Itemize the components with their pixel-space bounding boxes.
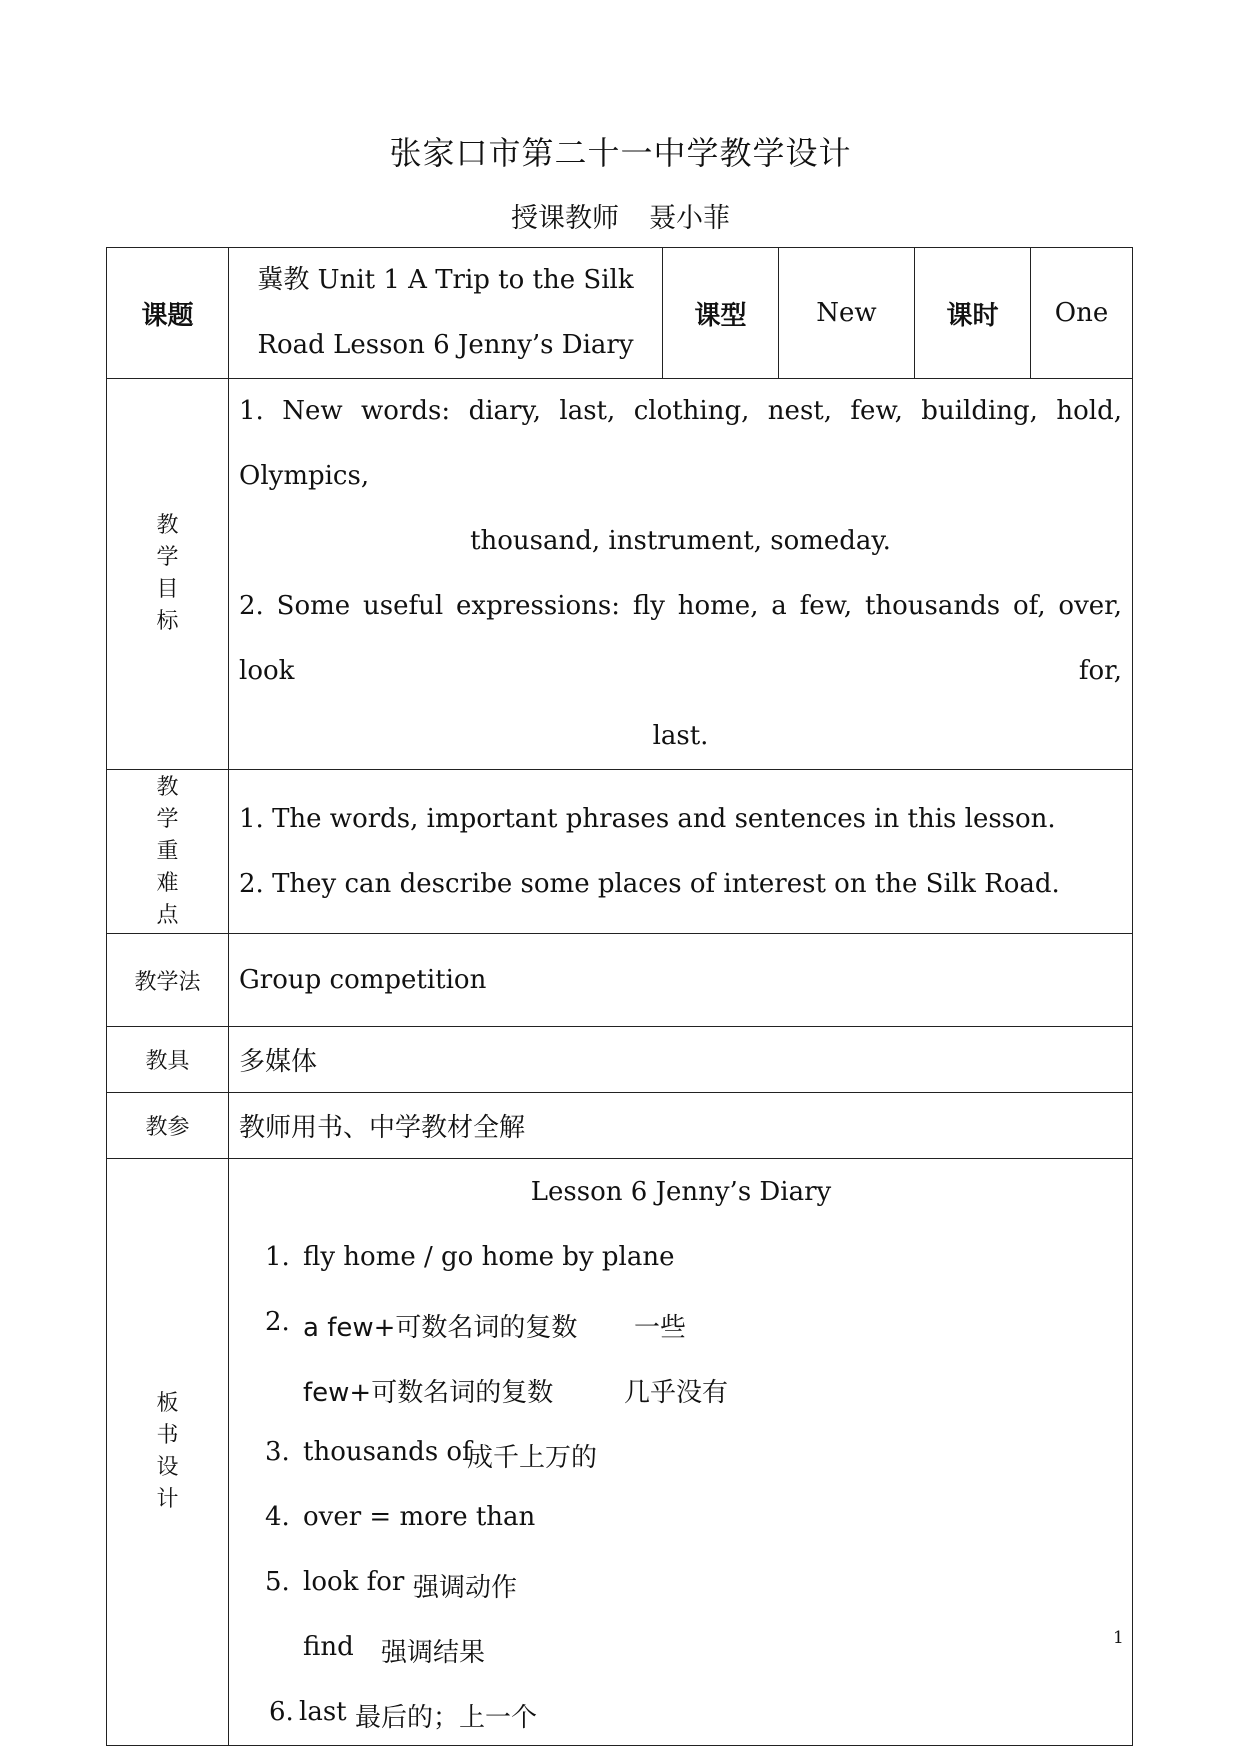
- key-points-label-char: 难: [156, 870, 179, 896]
- objectives-content: [229, 379, 1133, 770]
- method-label: 教学法: [107, 934, 229, 1027]
- board-item-text: thousands of: [303, 1437, 472, 1467]
- board-item-meaning: 成千上万的: [467, 1443, 598, 1473]
- references-label: 教参: [107, 1093, 229, 1159]
- board-item-number: 4.: [265, 1502, 290, 1532]
- board-item-meaning: 几乎没有: [624, 1378, 729, 1408]
- key-points-content: [229, 770, 1133, 934]
- objectives-label-char: 教: [156, 513, 179, 538]
- teacher-line: [0, 196, 1241, 235]
- board-label-char: 板: [156, 1391, 179, 1416]
- board-item-number: 6.: [269, 1697, 294, 1727]
- objectives-label-char: 学: [156, 545, 179, 570]
- board-item-meaning: 一些: [634, 1313, 687, 1343]
- tools-value: 多媒体: [229, 1027, 1133, 1093]
- references-row: [107, 1093, 1133, 1159]
- board-label-char: 计: [156, 1487, 179, 1512]
- objectives-line: 1. New words: diary, last, clothing, nest, few, building, hold, Olympics,: [239, 396, 1122, 491]
- lesson-plan-table: [106, 247, 1133, 1746]
- teacher-label: 授课教师: [511, 203, 619, 234]
- period-value: One: [1031, 248, 1133, 379]
- objectives-line: 2. Some useful expressions: fly home, a few, thousands of, over, look for,: [239, 591, 1122, 686]
- board-item-text: find: [303, 1632, 354, 1662]
- board-item-text: over = more than: [303, 1502, 536, 1532]
- key-points-label-char: 重: [156, 838, 179, 864]
- method-row: [107, 934, 1133, 1027]
- key-points-label-char: 教: [156, 774, 179, 800]
- objectives-line: thousand, instrument, someday.: [470, 526, 891, 556]
- teacher-name: 聂小菲: [649, 203, 730, 234]
- board-item-number: 1.: [265, 1242, 290, 1272]
- board-item-meaning: 强调结果: [381, 1638, 486, 1668]
- board-label-char: 书: [156, 1423, 179, 1448]
- board-row: [107, 1159, 1133, 1746]
- objectives-label-char: 标: [156, 609, 179, 634]
- board-item-meaning: 最后的；上一个: [355, 1703, 538, 1733]
- board-item-text: look for: [303, 1567, 405, 1597]
- tools-row: [107, 1027, 1133, 1093]
- objectives-label: [107, 379, 229, 770]
- key-points-label-char: 学: [156, 806, 179, 832]
- board-content: [229, 1159, 1133, 1746]
- board-item-text: fly home / go home by plane: [303, 1242, 675, 1272]
- lesson-title-cell: [229, 248, 663, 379]
- references-value: 教师用书、中学教材全解: [229, 1093, 1133, 1159]
- objectives-row: [107, 379, 1133, 770]
- type-value: New: [779, 248, 915, 379]
- page-number: 1: [1113, 1628, 1124, 1648]
- board-item-meaning: 强调动作: [413, 1573, 518, 1603]
- tools-label: 教具: [107, 1027, 229, 1093]
- period-label: 课时: [915, 248, 1031, 379]
- board-item-text: few+可数名词的复数: [303, 1378, 554, 1408]
- page-title: 张家口市第二十一中学教学设计: [389, 134, 852, 172]
- key-points-label-char: 点: [156, 902, 179, 928]
- board-label-char: 设: [156, 1455, 179, 1480]
- board-item-text: a few+可数名词的复数: [303, 1313, 578, 1343]
- board-label: [107, 1159, 229, 1746]
- lesson-title-line1: 冀教 Unit 1 A Trip to the Silk: [257, 265, 634, 295]
- board-item-number: 5.: [265, 1567, 290, 1597]
- objectives-line: last.: [652, 721, 709, 751]
- key-point-item: 1. The words, important phrases and sentences in this lesson.: [239, 803, 1056, 834]
- board-item-number: 2.: [265, 1307, 290, 1337]
- key-points-label: [107, 770, 229, 934]
- course-row: [107, 248, 1133, 379]
- board-item-text: last: [299, 1697, 347, 1727]
- type-label: 课型: [663, 248, 779, 379]
- board-heading: Lesson 6 Jenny’s Diary: [530, 1177, 832, 1207]
- course-label: 课题: [107, 248, 229, 379]
- board-item-number: 3.: [265, 1437, 290, 1467]
- method-value: Group competition: [229, 934, 1133, 1027]
- key-points-row: [107, 770, 1133, 934]
- objectives-label-char: 目: [156, 577, 179, 602]
- lesson-title-line2: Road Lesson 6 Jenny’s Diary: [257, 330, 634, 360]
- key-point-item: 2. They can describe some places of interest on the Silk Road.: [239, 868, 1060, 899]
